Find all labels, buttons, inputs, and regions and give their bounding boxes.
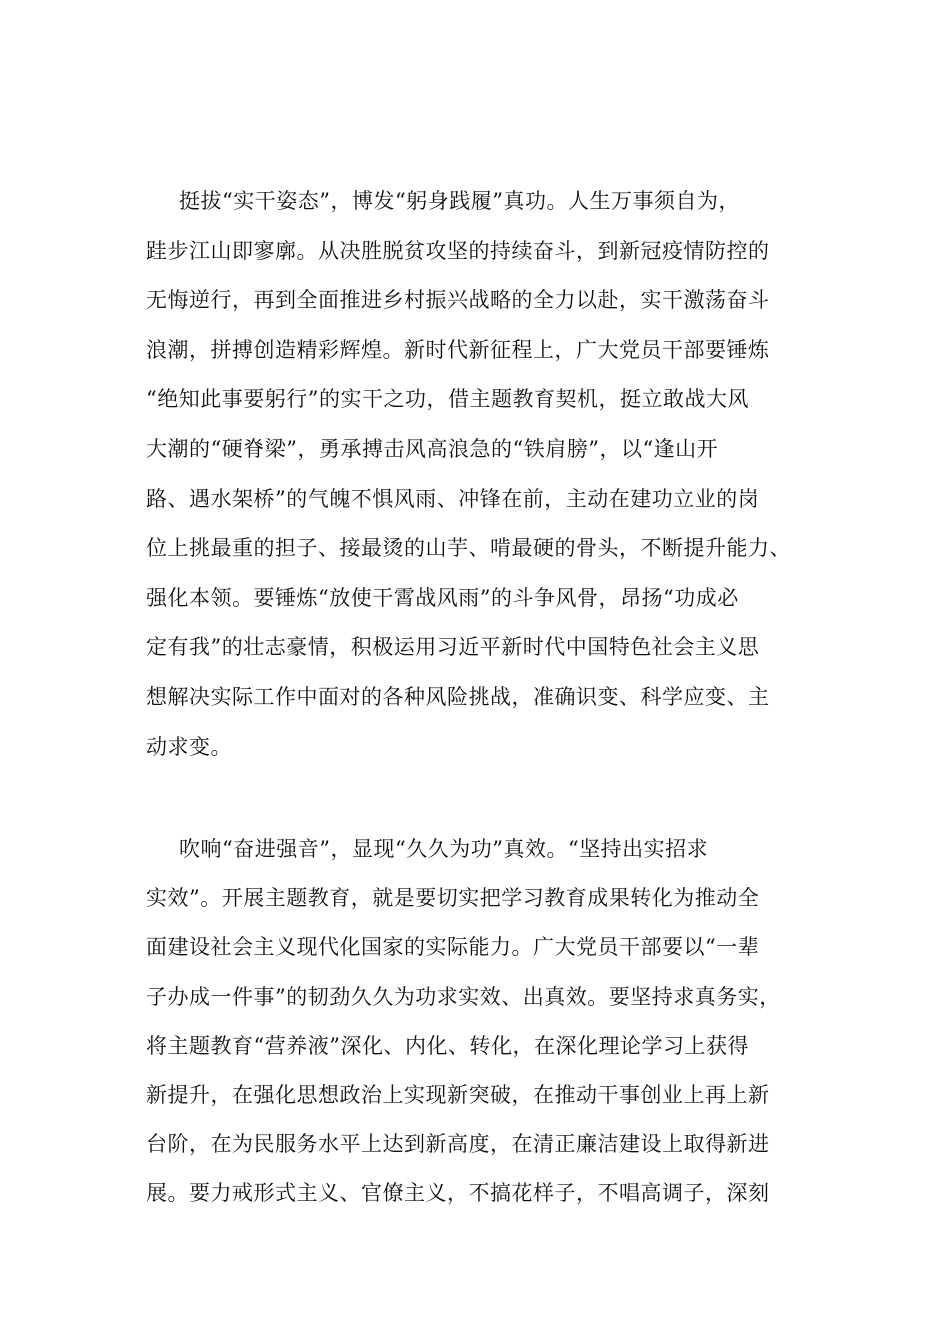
text-line: 展。要力戒形式主义、官僚主义，不搞花样子，不唱高调子，深刻 [146, 1181, 770, 1206]
text-line: 大潮的“硬脊梁”，勇承搏击风高浪急的“铁肩膀”，以“逢山开 [146, 436, 719, 461]
text-line: 将主题教育“营养液”深化、内化、转化，在深化理论学习上获得 [146, 1033, 749, 1058]
text-line: “绝知此事要躬行”的实干之功，借主题教育契机，挺立敢战大风 [146, 387, 749, 412]
text-line: 无悔逆行，再到全面推进乡村振兴战略的全力以赴，实干激荡奋斗 [146, 288, 770, 313]
text-line: 挺拔“实干姿态”，博发“躬身践履”真功。人生万事须自为， [179, 189, 740, 213]
text-line: 动求变。 [146, 734, 232, 759]
text-line: 子办成一件事”的韧劲久久为功求实效、出真效。要坚持求真务实， [146, 984, 781, 1009]
paragraph-practical-work [146, 183, 806, 778]
text-line: 新提升，在强化思想政治上实现新突破，在推动干事创业上再上新 [146, 1082, 770, 1107]
text-line: 浪潮，拼搏创造精彩辉煌。新时代新征程上，广大党员干部要锤炼 [146, 337, 770, 362]
text-line: 面建设社会主义现代化国家的实际能力。广大党员干部要以“一辈 [146, 935, 760, 960]
text-line: 位上挑最重的担子、接最烫的山芋、啃最硬的骨头，不断提升能力、 [146, 536, 791, 561]
text-line: 强化本领。要锤炼“放使干霄战风雨”的斗争风骨，昂扬“功成必 [146, 585, 739, 610]
text-line: 路、遇水架桥”的气魄不惧风雨、冲锋在前，主动在建功立业的岗 [146, 486, 760, 511]
text-line: 台阶，在为民服务水平上达到新高度，在清正廉洁建设上取得新进 [146, 1132, 770, 1157]
paragraph-striving-voice [146, 831, 806, 1225]
text-line: 想解决实际工作中面对的各种风险挑战，准确识变、科学应变、主 [146, 684, 770, 709]
text-line: 跬步江山即寥廓。从决胜脱贫攻坚的持续奋斗，到新冠疫情防控的 [146, 238, 770, 263]
text-line: 吹响“奋进强音”，显现“久久为功”真效。“坚持出实招求 [179, 837, 709, 861]
text-line: 定有我”的壮志豪情，积极运用习近平新时代中国特色社会主义思 [146, 635, 760, 660]
text-line: 实效”。开展主题教育，就是要切实把学习教育成果转化为推动全 [146, 886, 760, 911]
